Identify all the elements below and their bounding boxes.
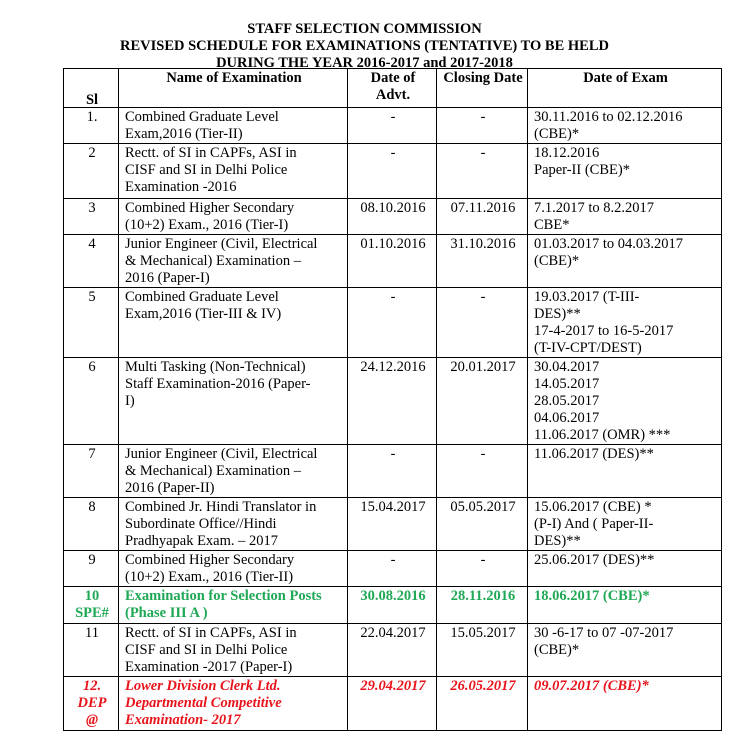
cell-closing: - xyxy=(437,445,528,498)
col-name: Name of Examination xyxy=(119,69,348,108)
header-row xyxy=(64,69,722,108)
table-row xyxy=(64,445,722,498)
table-row xyxy=(64,551,722,587)
table-row xyxy=(64,358,722,445)
cell-exam: 11.06.2017 (DES)** xyxy=(528,445,722,498)
cell-closing: 28.11.2016 xyxy=(437,587,528,624)
table-row xyxy=(64,235,722,288)
cell-exam: 19.03.2017 (T-III- DES)** 17-4-2017 to 16-5-2017 (T-IV-CPT/DEST) xyxy=(528,288,722,358)
org-title: STAFF SELECTION COMMISSION xyxy=(247,21,482,37)
cell-sl: 7 xyxy=(64,445,119,498)
cell-name: Combined Graduate Level Exam,2016 (Tier-III & IV) xyxy=(119,288,348,358)
table-row xyxy=(64,677,722,731)
cell-advt: 22.04.2017 xyxy=(348,624,437,677)
cell-exam: 25.06.2017 (DES)** xyxy=(528,551,722,587)
col-exam: Date of Exam xyxy=(528,69,722,108)
cell-advt: 08.10.2016 xyxy=(348,199,437,235)
table-row xyxy=(64,624,722,677)
cell-sl: 4 xyxy=(64,235,119,288)
cell-advt: - xyxy=(348,445,437,498)
schedule-title: REVISED SCHEDULE FOR EXAMINATIONS (TENTATIVE) TO BE HELD xyxy=(120,38,609,54)
table-row xyxy=(64,144,722,199)
cell-closing: - xyxy=(437,288,528,358)
cell-closing: 26.05.2017 xyxy=(437,677,528,731)
cell-exam: 7.1.2017 to 8.2.2017 CBE* xyxy=(528,199,722,235)
col-closing: Closing Date xyxy=(437,69,528,108)
cell-closing: 20.01.2017 xyxy=(437,358,528,445)
exam-schedule-table xyxy=(63,68,722,731)
cell-sl: 2 xyxy=(64,144,119,199)
cell-closing: 15.05.2017 xyxy=(437,624,528,677)
cell-name: Multi Tasking (Non-Technical) Staff Examination-2016 (Paper- I) xyxy=(119,358,348,445)
cell-closing: 05.05.2017 xyxy=(437,498,528,551)
cell-sl: 12. DEP @ xyxy=(64,677,119,731)
col-advt: Date of Advt. xyxy=(348,69,437,108)
cell-exam: 01.03.2017 to 04.03.2017 (CBE)* xyxy=(528,235,722,288)
cell-advt: - xyxy=(348,108,437,144)
cell-sl: 1. xyxy=(64,108,119,144)
cell-closing: 31.10.2016 xyxy=(437,235,528,288)
cell-name: Junior Engineer (Civil, Electrical & Mechanical) Examination – 2016 (Paper-II) xyxy=(119,445,348,498)
cell-name: Rectt. of SI in CAPFs, ASI in CISF and SI in Delhi Police Examination -2016 xyxy=(119,144,348,199)
cell-name: Lower Division Clerk Ltd. Departmental Competitive Examination- 2017 xyxy=(119,677,348,731)
cell-name: Junior Engineer (Civil, Electrical & Mechanical) Examination – 2016 (Paper-I) xyxy=(119,235,348,288)
cell-name: Combined Higher Secondary (10+2) Exam., 2016 (Tier-I) xyxy=(119,199,348,235)
cell-sl: 9 xyxy=(64,551,119,587)
cell-sl: 11 xyxy=(64,624,119,677)
table-row xyxy=(64,587,722,624)
cell-advt: - xyxy=(348,551,437,587)
cell-advt: - xyxy=(348,144,437,199)
cell-name: Combined Jr. Hindi Translator in Subordinate Office//Hindi Pradhyapak Exam. – 2017 xyxy=(119,498,348,551)
cell-advt: 15.04.2017 xyxy=(348,498,437,551)
cell-exam: 15.06.2017 (CBE) * (P-I) And ( Paper-II- DES)** xyxy=(528,498,722,551)
cell-name: Combined Graduate Level Exam,2016 (Tier-II) xyxy=(119,108,348,144)
table-row xyxy=(64,288,722,358)
cell-sl: 5 xyxy=(64,288,119,358)
cell-closing: - xyxy=(437,144,528,199)
cell-exam: 09.07.2017 (CBE)* xyxy=(528,677,722,731)
cell-closing: - xyxy=(437,551,528,587)
schedule-subtitle: DURING THE YEAR 2016-2017 and 2017-2018 xyxy=(216,55,513,71)
cell-exam: 30.04.2017 14.05.2017 28.05.2017 04.06.2017 11.06.2017 (OMR) *** xyxy=(528,358,722,445)
cell-sl: 6 xyxy=(64,358,119,445)
cell-advt: 01.10.2016 xyxy=(348,235,437,288)
cell-exam: 18.12.2016 Paper-II (CBE)* xyxy=(528,144,722,199)
cell-advt: 24.12.2016 xyxy=(348,358,437,445)
cell-exam: 30 -6-17 to 07 -07-2017 (CBE)* xyxy=(528,624,722,677)
cell-name: Rectt. of SI in CAPFs, ASI in CISF and SI in Delhi Police Examination -2017 (Paper-I) xyxy=(119,624,348,677)
cell-name: Combined Higher Secondary (10+2) Exam., 2016 (Tier-II) xyxy=(119,551,348,587)
cell-exam: 18.06.2017 (CBE)* xyxy=(528,587,722,624)
cell-sl: 3 xyxy=(64,199,119,235)
table-row xyxy=(64,498,722,551)
cell-sl: 8 xyxy=(64,498,119,551)
cell-advt: - xyxy=(348,288,437,358)
cell-closing: - xyxy=(437,108,528,144)
cell-closing: 07.11.2016 xyxy=(437,199,528,235)
cell-name: Examination for Selection Posts (Phase III A ) xyxy=(119,587,348,624)
cell-advt: 29.04.2017 xyxy=(348,677,437,731)
table-row xyxy=(64,108,722,144)
col-sl: Sl xyxy=(64,69,119,108)
cell-advt: 30.08.2016 xyxy=(348,587,437,624)
cell-sl: 10 SPE# xyxy=(64,587,119,624)
cell-exam: 30.11.2016 to 02.12.2016 (CBE)* xyxy=(528,108,722,144)
table-row xyxy=(64,199,722,235)
